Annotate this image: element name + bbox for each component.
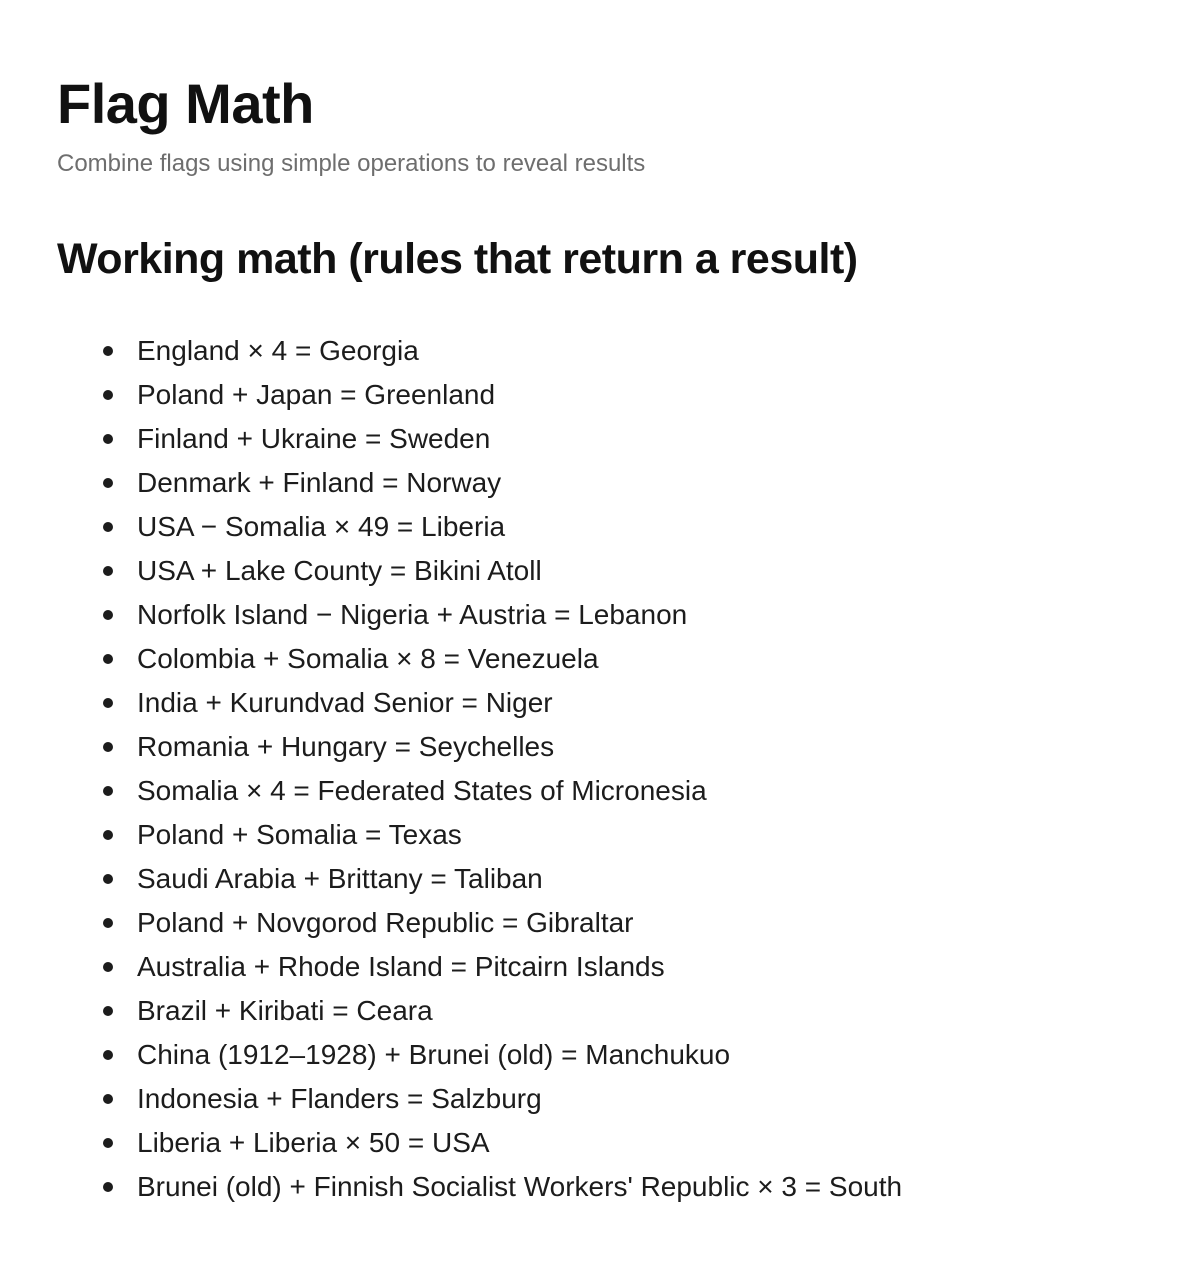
page-title: Flag Math: [57, 72, 314, 135]
equation-text: Romania + Hungary = Seychelles: [137, 730, 555, 762]
list-item: [137, 505, 1077, 549]
bullet-icon: [103, 918, 113, 928]
equation-text: Poland + Somalia = Texas: [137, 818, 462, 850]
list-item: [137, 549, 1077, 593]
list-item: [137, 857, 1077, 901]
equation-text: India + Kurundvad Senior = Niger: [137, 686, 553, 718]
equation-text: Finland + Ukraine = Sweden: [137, 422, 491, 454]
list-item: [137, 945, 1077, 989]
list-item: [137, 813, 1077, 857]
list-item: [137, 901, 1077, 945]
equation-text: Denmark + Finland = Norway: [137, 466, 502, 498]
list-item: [137, 725, 1077, 769]
equation-text: Australia + Rhode Island = Pitcairn Islands: [137, 950, 665, 982]
bullet-icon: [103, 1138, 113, 1148]
bullet-icon: [103, 1182, 113, 1192]
bullet-icon: [103, 786, 113, 796]
list-item: [137, 989, 1077, 1033]
bullet-icon: [103, 830, 113, 840]
list-item: [137, 681, 1077, 725]
equation-text: USA − Somalia × 49 = Liberia: [137, 510, 506, 542]
bullet-icon: [103, 346, 113, 356]
list-item: [137, 373, 1077, 417]
bullet-icon: [103, 1006, 113, 1016]
bullet-icon: [103, 566, 113, 576]
equation-text: Somalia × 4 = Federated States of Micronesia: [137, 774, 707, 806]
list-item: [137, 1121, 1077, 1165]
equation-text: China (1912–1928) + Brunei (old) = Manchukuo: [137, 1038, 731, 1070]
list-item: [137, 1077, 1077, 1121]
page-subtitle: Combine flags using simple operations to reveal results: [57, 150, 646, 178]
equation-text: Brazil + Kiribati = Ceara: [137, 994, 433, 1026]
bullet-icon: [103, 1094, 113, 1104]
bullet-icon: [103, 390, 113, 400]
list-item: [137, 417, 1077, 461]
equation-text: Norfolk Island − Nigeria + Austria = Lebanon: [137, 598, 688, 630]
bullet-icon: [103, 434, 113, 444]
bullet-icon: [103, 654, 113, 664]
page-content: [0, 70, 1200, 1209]
equation-list: [57, 329, 1077, 1209]
equation-text: Brunei (old) + Finnish Socialist Workers' Republic × 3 = South: [137, 1170, 903, 1202]
section-heading: Working math (rules that return a result): [57, 234, 858, 283]
bullet-icon: [103, 1050, 113, 1060]
bullet-icon: [103, 610, 113, 620]
bullet-icon: [103, 478, 113, 488]
equation-text: Saudi Arabia + Brittany = Taliban: [137, 862, 543, 894]
equation-text: USA + Lake County = Bikini Atoll: [137, 554, 542, 586]
equation-text: Poland + Novgorod Republic = Gibraltar: [137, 906, 634, 938]
bullet-icon: [103, 742, 113, 752]
equation-text: Indonesia + Flanders = Salzburg: [137, 1082, 542, 1114]
equation-text: Liberia + Liberia × 50 = USA: [137, 1126, 490, 1158]
list-item: [137, 637, 1077, 681]
equation-text: Poland + Japan = Greenland: [137, 378, 496, 410]
list-item: [137, 1033, 1077, 1077]
bullet-icon: [103, 698, 113, 708]
list-item: [137, 1165, 1077, 1209]
list-item: [137, 329, 1077, 373]
equation-text: England × 4 = Georgia: [137, 334, 419, 366]
list-item: [137, 593, 1077, 637]
equation-text: Colombia + Somalia × 8 = Venezuela: [137, 642, 599, 674]
list-item: [137, 461, 1077, 505]
list-item: [137, 769, 1077, 813]
bullet-icon: [103, 522, 113, 532]
bullet-icon: [103, 962, 113, 972]
bullet-icon: [103, 874, 113, 884]
